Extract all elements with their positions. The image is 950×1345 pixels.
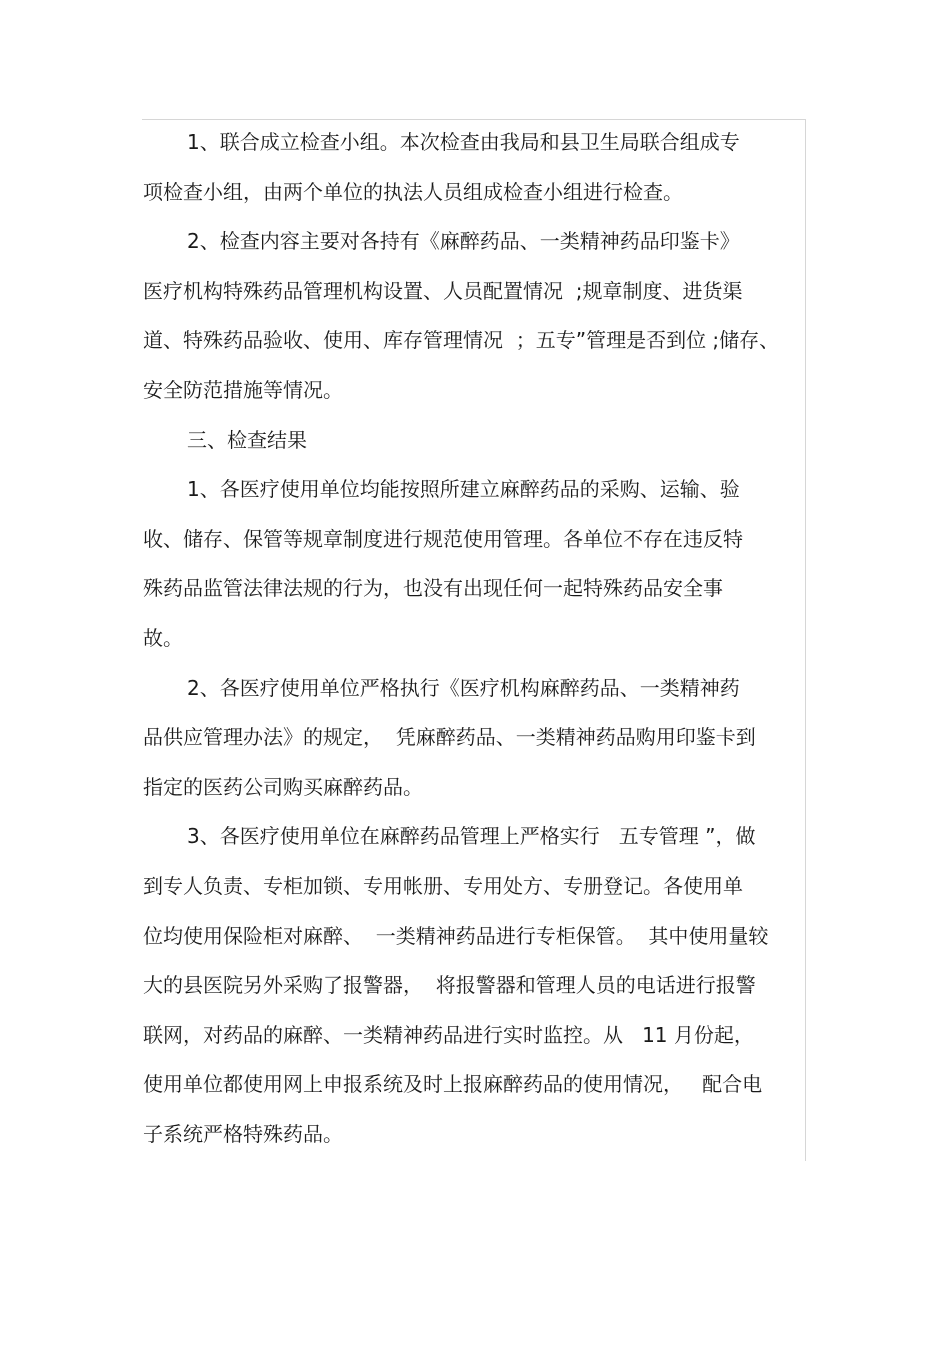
text-line: 3、各医疗使用单位在麻醉药品管理上严格实行 五专管理 ”，做 <box>187 824 756 849</box>
text-line: 1、各医疗使用单位均能按照所建立麻醉药品的采购、运输、验 <box>187 477 740 502</box>
section-heading: 三、检查结果 <box>187 427 307 452</box>
text-line: 位均使用保险柜对麻醉、 一类精神药品进行专柜保管。 其中使用量较 <box>143 923 769 948</box>
text-line: 1、联合成立检查小组。本次检查由我局和县卫生局联合组成专 <box>187 130 740 154</box>
text-line: 2、检查内容主要对各持有《麻醉药品、一类精神药品印鉴卡》 <box>187 229 740 254</box>
text-line: 故。 <box>143 625 183 650</box>
text-line: 联网，对药品的麻醉、一类精神药品进行实时监控。从 11 月份起， <box>143 1022 754 1047</box>
text-line: 医疗机构特殊药品管理机构设置、人员配置情况 ;规章制度、进货渠 <box>143 278 743 303</box>
text-line: 子系统严格特殊药品。 <box>143 1121 343 1146</box>
text-line: 到专人负责、专柜加锁、专用帐册、专用处方、专册登记。各使用单 <box>143 873 743 898</box>
document-body <box>143 124 808 1165</box>
text-line: 品供应管理办法》的规定， 凭麻醉药品、一类精神药品购用印鉴卡到 <box>143 725 756 750</box>
text-line: 项检查小组，由两个单位的执法人员组成检查小组进行检查。 <box>143 179 683 204</box>
text-line: 道、特殊药品验收、使用、库存管理情况 ；五专”管理是否到位 ;储存、 <box>143 328 780 353</box>
text-line: 殊药品监管法律法规的行为，也没有出现任何一起特殊药品安全事 <box>143 576 723 601</box>
text-line: 指定的医药公司购买麻醉药品。 <box>143 774 423 799</box>
text-line: 大的县医院另外采购了报警器， 将报警器和管理人员的电话进行报警 <box>143 973 756 998</box>
text-line: 收、储存、保管等规章制度进行规范使用管理。各单位不存在违反特 <box>143 526 743 551</box>
text-line: 2、各医疗使用单位严格执行《医疗机构麻醉药品、一类精神药 <box>187 675 740 700</box>
text-line: 使用单位都使用网上申报系统及时上报麻醉药品的使用情况， 配合电 <box>143 1072 763 1097</box>
text-line: 安全防范措施等情况。 <box>143 377 343 402</box>
